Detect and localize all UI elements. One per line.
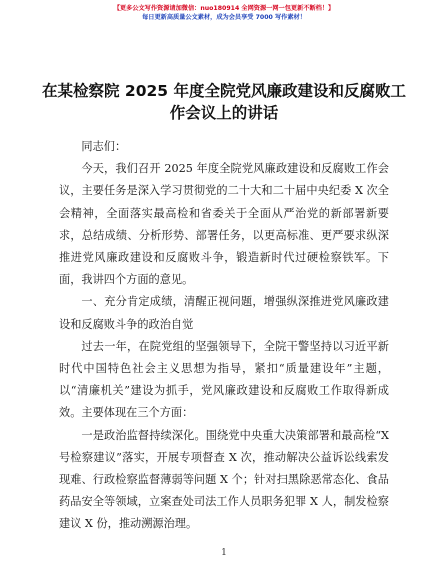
salutation: 同志们： — [81, 140, 127, 153]
paragraph: 今天，我们召开 2025 年度全院党风廉政建设和反腐败工作会议，主要任务是深入学习贯彻党的二十大和二十届中央纪委 X 次全会精神，全面落实最高检和省委关于全面从严治党的新部署新要求，总结成绩、分析形势、部署任务，以更高标准、更严要求纵深推进党风廉政建设和反腐败斗争，锻造新时代过硬检察铁军。下面，我讲四个方面的意见。 — [59, 162, 389, 287]
section-heading: 一、充分肯定成绩，清醒正视问题，增强纵深推进党风廉政建设和反腐败斗争的政治自觉 — [59, 295, 389, 331]
paragraph: 一是政治监督持续深化。围绕党中央重大决策部署和最高检“X 号检察建议”落实，开展专项督查 X 次，推动解决公益诉讼线索发现难、行政检察监督薄弱等问题 X 个；针对扫黑除恶常态化、食品药品安全等领域，立案查处司法工作人员职务犯罪 X 人，制发检察建议 X 份，推动溯源治理。 — [59, 428, 389, 531]
header-banner — [0, 4, 448, 22]
banner-member-line: 每日更新高质量公文素材，成为会员享受 7000 写作素材！ — [142, 14, 306, 21]
paragraph: 过去一年，在院党组的坚强领导下，全院干警坚持以习近平新时代中国特色社会主义思想为指导，紧扣“质量建设年”主题，以“清廉机关”建设为抓手，党风廉政建设和反腐败工作取得新成效。主要体现在三个方面： — [59, 339, 389, 420]
document-body — [59, 136, 389, 536]
document-title: 在某检察院 2025 年度全院党风廉政建设和反腐败工作会议上的讲话 — [42, 82, 406, 122]
page-number: 1 — [221, 548, 227, 558]
banner-promo-line: 【更多公文写作资源请加微信：nuo180914 全网资源一网一包更新不断档！】 — [113, 5, 335, 12]
